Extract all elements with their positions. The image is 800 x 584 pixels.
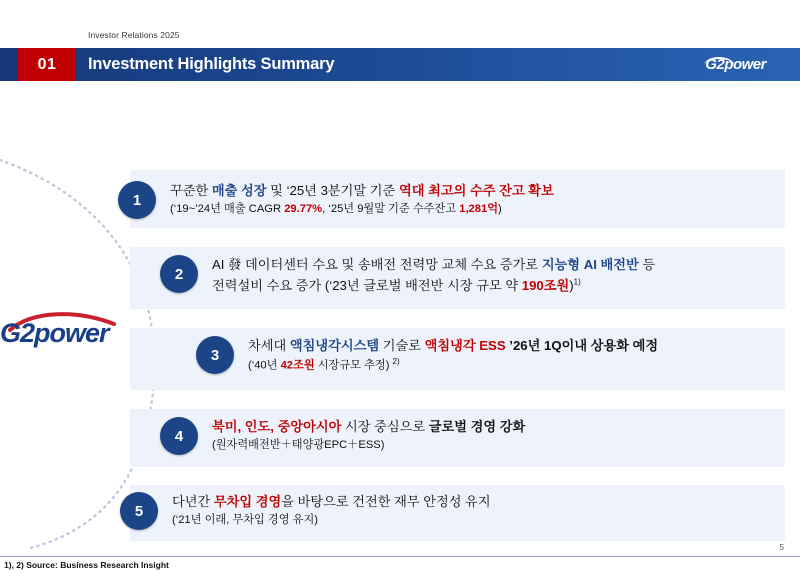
- kicker-text: Investor Relations 2025: [88, 30, 180, 40]
- highlight-3-line2: [248, 357, 658, 374]
- highlight-2-line1-part-b: 지능형 AI 배전반: [541, 257, 639, 272]
- highlight-1-line1: [170, 182, 554, 200]
- highlight-item-3: [196, 336, 658, 374]
- highlight-2-line2-part-b: 190조원: [521, 277, 570, 293]
- highlight-item-2: [160, 255, 655, 295]
- watermark-brand-logo: [0, 318, 150, 349]
- section-number-badge: 01: [18, 48, 76, 81]
- highlight-2-line2-part-a: 전력설비 수요 증가 (‘23년 글로벌 배전반 시장 규모 약: [212, 277, 522, 293]
- highlight-1-line2-part-e: ): [498, 202, 502, 215]
- highlight-badge-3: 3: [196, 336, 234, 374]
- highlight-3-line2-part-c: 시장규모 추정): [314, 359, 393, 372]
- header-brand-logo: [705, 48, 766, 81]
- highlight-4-line2: (원자력배전반＋태양광EPC＋ESS): [212, 438, 385, 451]
- highlight-3-line1-part-c: 기술로: [379, 338, 425, 353]
- highlight-3-line2-superscript: 2): [392, 356, 400, 366]
- highlight-3-line1-part-e: ’26년 1Q이내 상용화 예정: [505, 338, 659, 353]
- highlight-badge-1: 1: [118, 181, 156, 219]
- highlight-badge-2: 2: [160, 255, 198, 293]
- footnote-source: 1), 2) Source: Business Research Insight: [4, 560, 169, 570]
- page-number: 5: [779, 543, 784, 552]
- highlight-1-line2-part-d: 1,281억: [459, 202, 499, 215]
- highlight-4-line1-part-b: 시장 중심으로: [341, 419, 429, 434]
- highlight-1-line2-part-b: 29.77%: [284, 202, 323, 215]
- highlight-1-line2-part-a: (‘19~’24년 매출 CAGR: [170, 202, 285, 215]
- highlight-3-line1-part-b: 액침냉각시스템: [289, 338, 380, 353]
- watermark-logo-suffix-text: power: [34, 318, 109, 348]
- highlight-5-line1-part-c: 을 바탕으로 건전한 재무 안정성 유지: [281, 494, 491, 509]
- highlight-item-1: [118, 181, 554, 219]
- highlight-badge-5: 5: [120, 492, 158, 530]
- highlight-1-line1-part-d: 역대 최고의 수주 잔고 확보: [398, 183, 554, 198]
- footer-divider: [0, 556, 800, 557]
- highlight-5-line1: [172, 493, 491, 511]
- highlight-4-line1-part-a: 북미, 인도, 중앙아시아: [212, 419, 342, 434]
- highlight-3-line2-part-a: (‘40년: [248, 359, 281, 372]
- brand-logo-prefix-text: G2: [705, 56, 725, 73]
- highlight-2-line2-part-c: ): [569, 277, 574, 293]
- highlight-1-line1-part-c: 및 ‘25년 3분기말 기준: [266, 183, 399, 198]
- page-title: Investment Highlights Summary: [88, 55, 335, 73]
- highlight-2-line2: [212, 277, 655, 295]
- highlight-1-line1-part-b: 매출 성장: [211, 183, 267, 198]
- highlight-2-line1: [212, 256, 655, 274]
- highlight-1-line1-part-a: 꾸준한: [170, 183, 212, 198]
- highlight-2-line1-part-a: AI 發 데이터센터 수요 및 송배전 전력망 교체 수요 증가로: [212, 257, 542, 272]
- highlight-badge-4: 4: [160, 417, 198, 455]
- highlight-1-line2: [170, 202, 554, 217]
- brand-logo-suffix-text: power: [724, 56, 766, 73]
- brand-logo-g2: [705, 56, 724, 73]
- highlight-3-line1-part-a: 차세대: [248, 338, 290, 353]
- highlight-5-line1-part-b: 무차입 경영: [213, 494, 282, 509]
- highlight-5-line2: (‘21년 이래, 무차입 경영 유지): [172, 513, 318, 526]
- highlight-3-line1: [248, 337, 658, 355]
- highlight-2-line2-superscript: 1): [573, 277, 581, 287]
- highlight-4-line1: [212, 418, 525, 436]
- watermark-logo-prefix-text: G2: [0, 318, 35, 348]
- highlight-5-line1-part-a: 다년간: [172, 494, 214, 509]
- highlight-item-5: [120, 492, 491, 530]
- highlight-item-4: [160, 417, 525, 455]
- highlight-4-line1-part-c: 글로벌 경영 강화: [428, 419, 526, 434]
- highlight-3-line1-part-d: 액침냉각 ESS: [424, 338, 506, 353]
- highlight-2-line1-part-c: 등: [638, 257, 656, 272]
- highlight-3-line2-part-b: 42조원: [280, 359, 315, 372]
- highlight-1-line2-part-c: , ‘25년 9월말 기준 수주잔고: [322, 202, 460, 215]
